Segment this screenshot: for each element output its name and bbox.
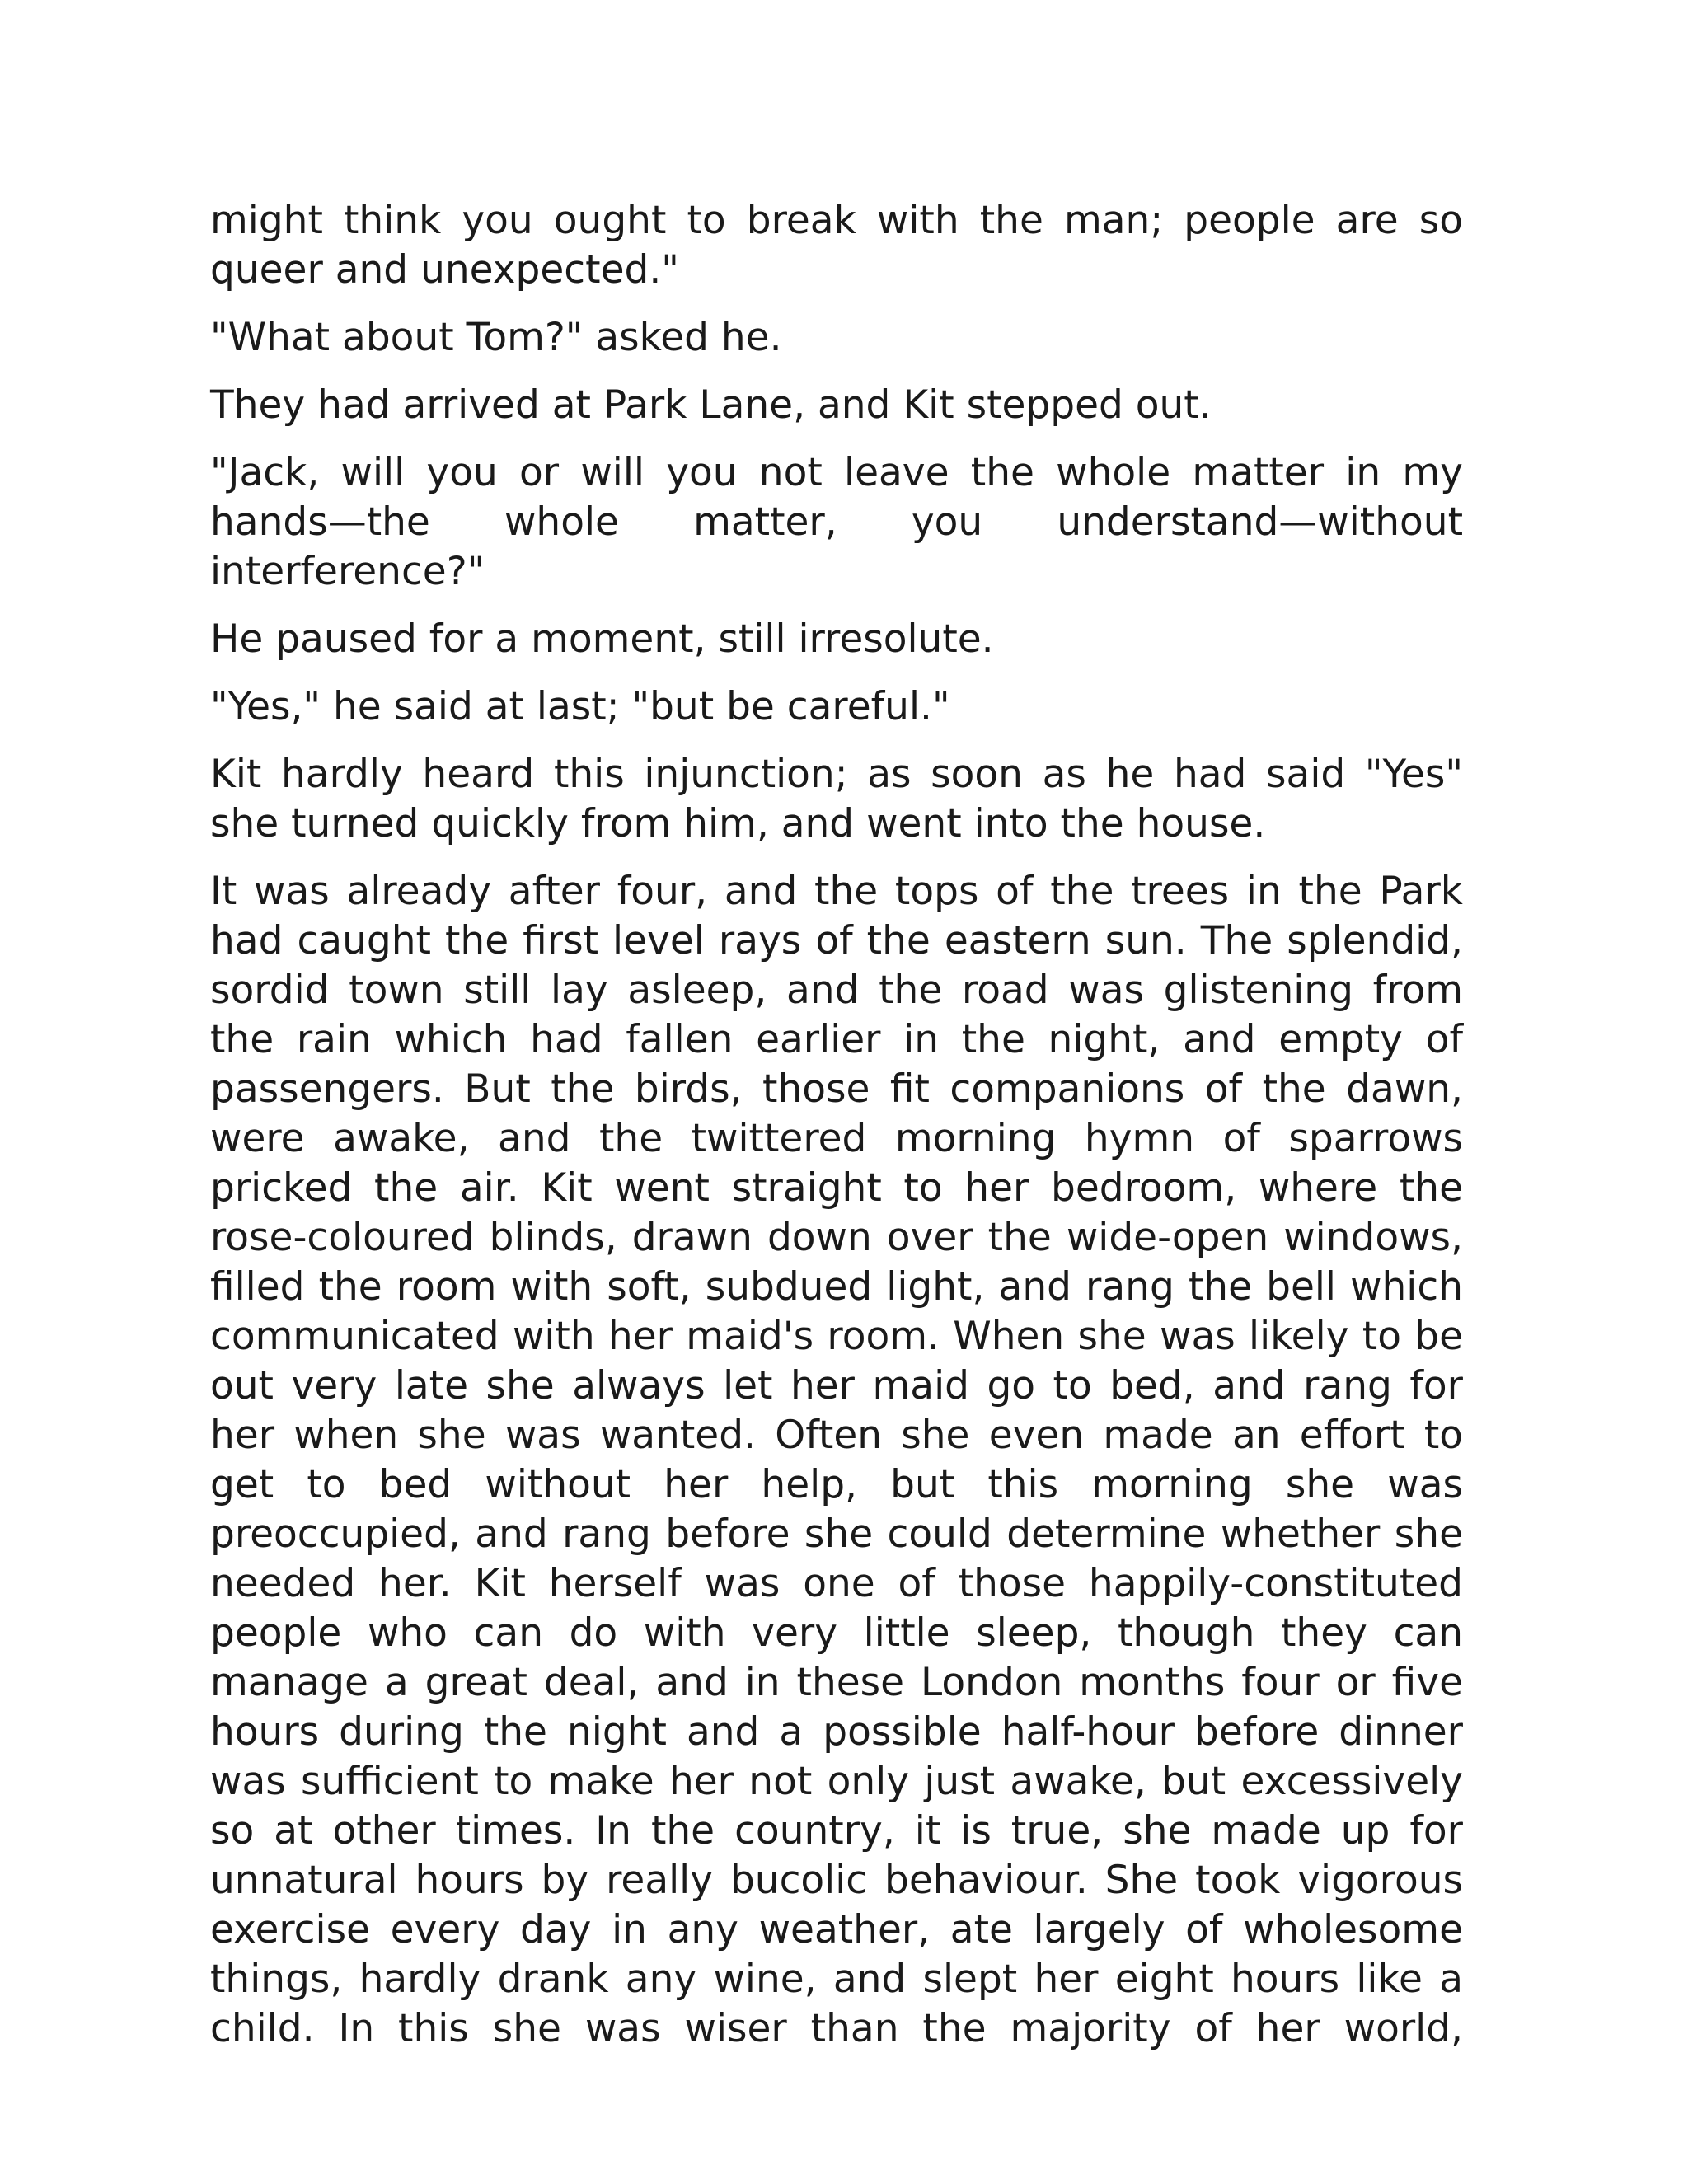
document-page: [210, 196, 1463, 2072]
paragraph-3: They had arrived at Park Lane, and Kit stepped out.: [210, 382, 1212, 428]
paragraph-8: It was already after four, and the tops of the trees in the Park had caught the first level rays of the eastern sun. The splendid, sordid town still lay asleep, and the road was glistening from the rain which had fallen earlier in the night, and empty of passengers. But the birds, those fit companions of the dawn, were awake, and the twittered morning hymn of sparrows pricked the air. Kit went straight to her bedroom, where the rose-coloured blinds, drawn down over the wide-open windows, filled the room with soft, subdued light, and rang the bell which communicated with her maid's room. When she was likely to be out very late she always let her maid go to bed, and rang for her when she was wanted. Often she even made an effort to get to bed without her help, but this morning she was preoccupied, and rang before she could determine whether she needed her. Kit herself was one of those happily-constituted people who can do with very little sleep, though they can manage a great deal, and in these London months four or five hours during the night and a possible half-hour before dinner was sufficient to make her not only just awake, but excessively so at other times. In the country, it is true, she made up for unnatural hours by really bucolic behaviour. She took vigorous exercise every day in any weather, ate largely of wholesome things, hardly drank any wine, and slept her eight hours like a child. In this she was wiser than the majority of her world,: [210, 869, 1463, 2051]
paragraph-6: "Yes," he said at last; "but be careful.": [210, 684, 950, 729]
paragraph-7: Kit hardly heard this injunction; as soon as he had said "Yes" she turned quickly from him, and went into the house.: [210, 752, 1463, 846]
paragraph-1: might think you ought to break with the man; people are so queer and unexpected.": [210, 198, 1463, 293]
paragraph-4: "Jack, will you or will you not leave the whole matter in my hands—the whole matter, you understand—without interference?": [210, 450, 1463, 594]
paragraph-2: "What about Tom?" asked he.: [210, 315, 782, 360]
paragraph-5: He paused for a moment, still irresolute.: [210, 616, 994, 662]
